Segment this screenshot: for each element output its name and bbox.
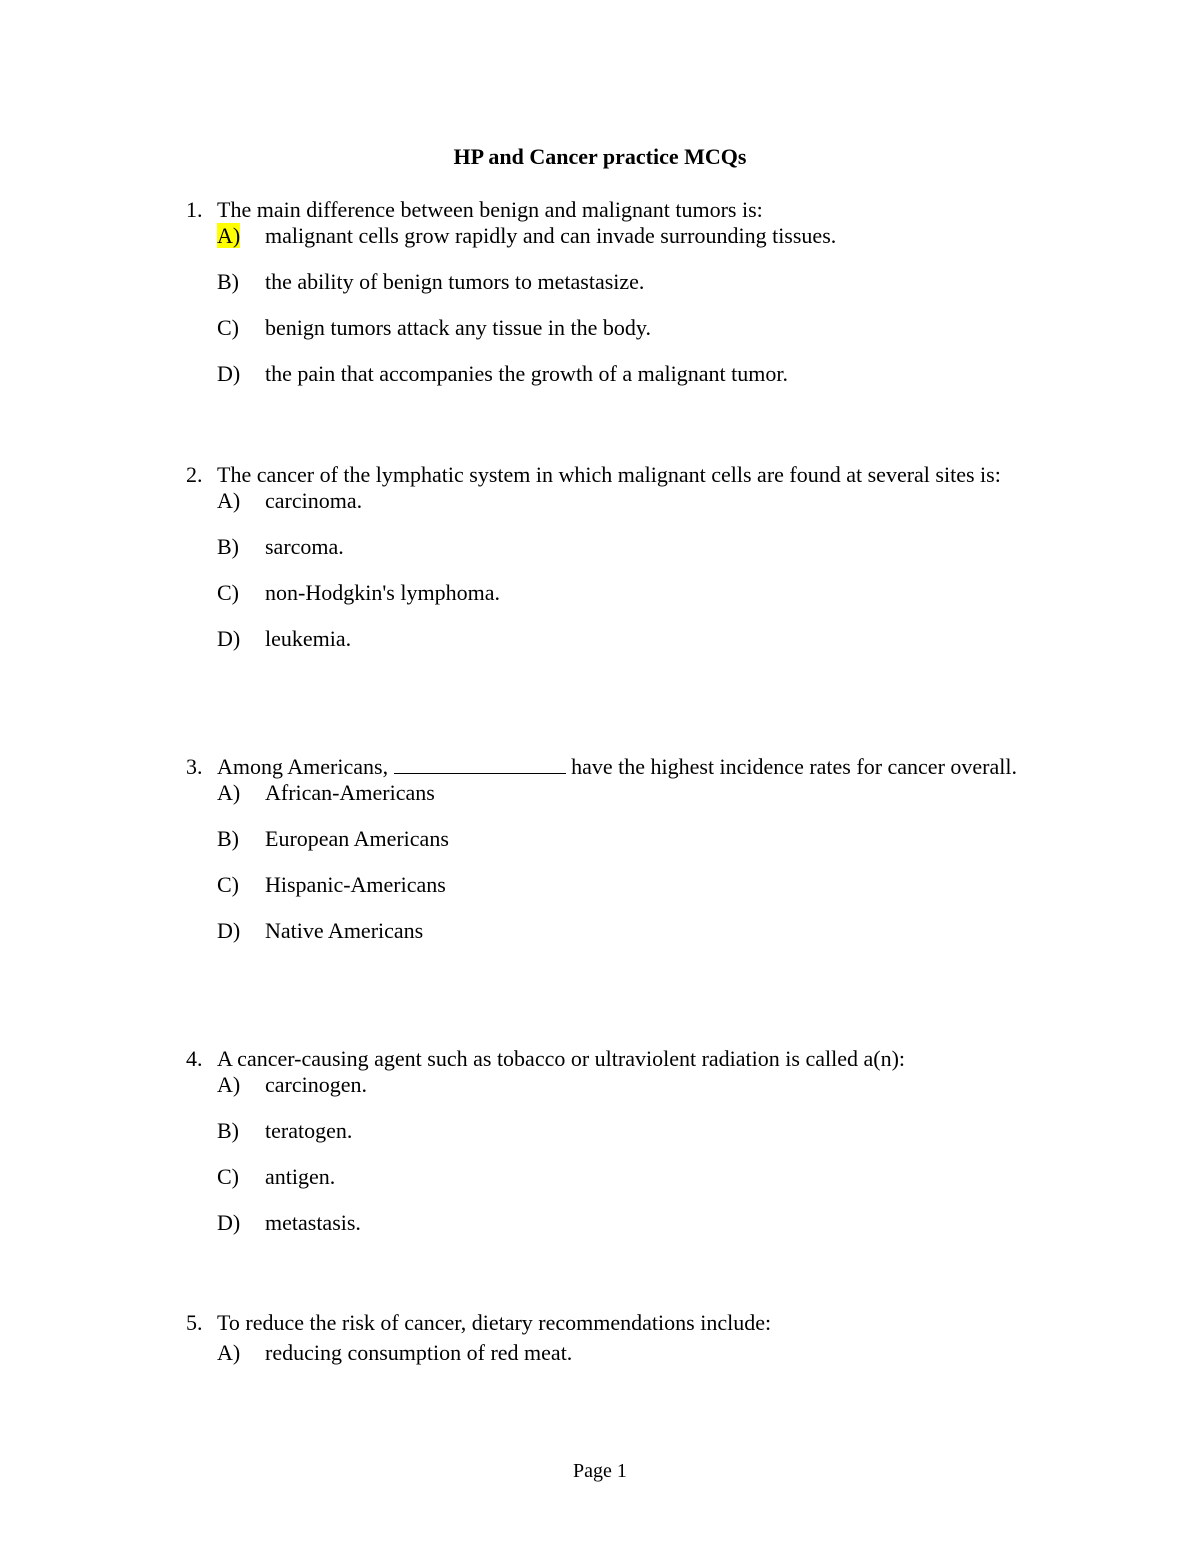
question-number: 5.	[186, 1310, 203, 1335]
question-text: A cancer-causing agent such as tobacco or ultraviolent radiation is called a(n):	[217, 1046, 906, 1071]
option-list	[217, 1340, 1046, 1366]
option-letter: A)	[217, 1072, 241, 1097]
page-title: HP and Cancer practice MCQs	[453, 144, 747, 169]
question-stem	[186, 754, 1046, 780]
option-letter: C)	[217, 580, 239, 605]
question-text: The main difference between benign and malignant tumors is:	[217, 197, 763, 222]
question-stem	[186, 1310, 1046, 1336]
option-letter: C)	[217, 872, 239, 897]
option-d	[217, 626, 1046, 652]
fill-in-blank	[394, 755, 566, 774]
option-letter	[217, 223, 265, 249]
option-b	[217, 534, 1046, 560]
option-text: Hispanic-Americans	[265, 872, 446, 897]
option-d	[217, 918, 1046, 944]
question-2	[186, 462, 1046, 652]
option-text: Native Americans	[265, 918, 424, 943]
question-text-after-blank: have the highest incidence rates for cancer overall.	[571, 754, 1017, 779]
option-list	[217, 488, 1046, 652]
option-text: the ability of benign tumors to metastasize.	[265, 269, 645, 294]
option-text: teratogen.	[265, 1118, 353, 1143]
question-number: 1.	[186, 197, 203, 222]
option-a	[217, 1072, 1046, 1098]
option-list	[217, 223, 1046, 387]
question-1	[186, 197, 1046, 387]
question-text	[217, 754, 1046, 780]
option-text: reducing consumption of red meat.	[265, 1340, 573, 1365]
highlighted-answer-letter: A)	[217, 223, 241, 248]
option-a	[217, 1340, 1046, 1366]
option-text: carcinoma.	[265, 488, 363, 513]
question-stem	[186, 1046, 1046, 1072]
option-c	[217, 872, 1046, 898]
question-4	[186, 1046, 1046, 1236]
option-a	[217, 488, 1046, 514]
question-text-before-blank: Among Americans,	[217, 754, 389, 779]
option-letter: D)	[217, 1210, 241, 1235]
option-b	[217, 1118, 1046, 1144]
option-list	[217, 780, 1046, 944]
option-text: malignant cells grow rapidly and can invade surrounding tissues.	[265, 223, 837, 248]
page-number-footer: Page 1	[573, 1460, 627, 1482]
option-letter: D)	[217, 626, 241, 651]
option-a	[217, 223, 1046, 249]
option-letter: B)	[217, 269, 239, 294]
option-text: carcinogen.	[265, 1072, 367, 1097]
option-letter: B)	[217, 534, 239, 559]
option-text: leukemia.	[265, 626, 352, 651]
option-text: benign tumors attack any tissue in the body.	[265, 315, 651, 340]
option-text: European Americans	[265, 826, 449, 851]
option-letter: C)	[217, 1164, 239, 1189]
option-c	[217, 315, 1046, 341]
option-letter: C)	[217, 315, 239, 340]
question-stem	[186, 197, 1046, 223]
question-5	[186, 1310, 1046, 1366]
option-letter: A)	[217, 780, 241, 805]
option-letter: D)	[217, 361, 241, 386]
option-text: non-Hodgkin's lymphoma.	[265, 580, 500, 605]
option-c	[217, 580, 1046, 606]
option-d	[217, 361, 1046, 387]
option-text: the pain that accompanies the growth of a malignant tumor.	[265, 361, 788, 386]
question-number: 3.	[186, 754, 203, 779]
question-text: To reduce the risk of cancer, dietary recommendations include:	[217, 1310, 772, 1335]
option-text: antigen.	[265, 1164, 336, 1189]
option-text: African-Americans	[265, 780, 435, 805]
option-d	[217, 1210, 1046, 1236]
question-stem	[186, 462, 1046, 488]
option-b	[217, 269, 1046, 295]
option-text: sarcoma.	[265, 534, 344, 559]
option-c	[217, 1164, 1046, 1190]
question-text: The cancer of the lymphatic system in which malignant cells are found at several sites is:	[217, 462, 1001, 487]
option-letter: D)	[217, 918, 241, 943]
option-b	[217, 826, 1046, 852]
question-number: 2.	[186, 462, 203, 487]
question-3	[186, 754, 1046, 944]
option-letter: A)	[217, 1340, 241, 1365]
option-a	[217, 780, 1046, 806]
option-text: metastasis.	[265, 1210, 361, 1235]
option-list	[217, 1072, 1046, 1236]
option-letter: B)	[217, 1118, 239, 1143]
option-letter: B)	[217, 826, 239, 851]
option-letter: A)	[217, 488, 241, 513]
question-number: 4.	[186, 1046, 203, 1071]
